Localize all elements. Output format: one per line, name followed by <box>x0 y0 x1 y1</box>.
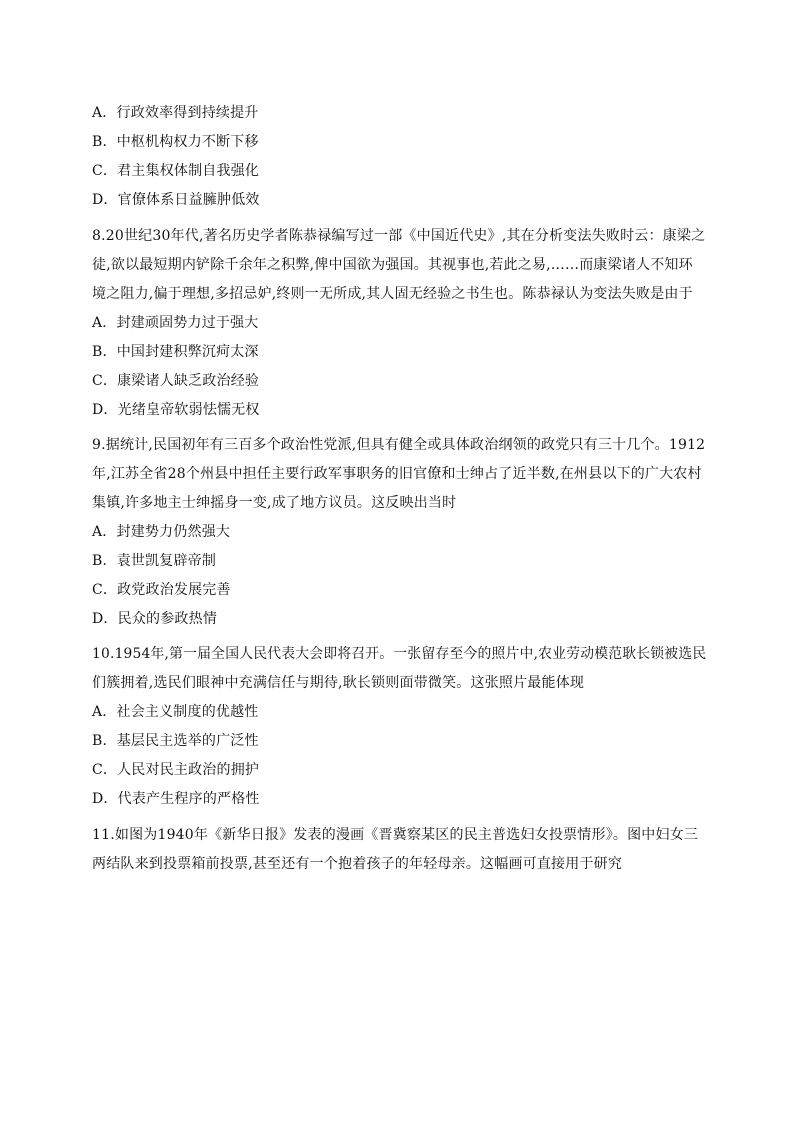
q7-option-a: A．行政效率得到持续提升 <box>92 105 259 121</box>
q8-option-b: B．中国封建积弊沉疴太深 <box>92 344 259 360</box>
q8-stem-line-1: 8.20世纪30年代,著名历史学者陈恭禄编写过一部《中国近代史》,其在分析变法失败时云：康梁之 <box>92 228 706 244</box>
q11-stem-line-1: 11.如图为1940年《新华日报》发表的漫画《晋冀察某区的民主普选妇女投票情形》。图中妇女三 <box>92 827 699 843</box>
q11-stem-line-2: 两结队来到投票箱前投票,甚至还有一个抱着孩子的年轻母亲。这幅画可直接用于研究 <box>92 856 623 872</box>
q9-stem-line-3: 集镇,许多地主士绅摇身一变,成了地方议员。这反映出当时 <box>92 495 457 511</box>
q9-stem-line-2: 年,江苏全省28个州县中担任主要行政军事职务的旧官僚和士绅占了近半数,在州县以下的广大农村 <box>92 466 702 482</box>
q9-option-b: B．袁世凯复辟帝制 <box>92 553 217 569</box>
q7-option-d: D．官僚体系日益臃肿低效 <box>92 192 260 208</box>
q8-stem-line-3: 境之阻力,偏于理想,多招忌妒,终则一无所成,其人固无经验之书生也。陈恭禄认为变法失败是由于 <box>92 286 693 302</box>
q8-option-d: D．光绪皇帝软弱怯懦无权 <box>92 402 260 418</box>
q9-stem-line-1: 9.据统计,民国初年有三百多个政治性党派,但具有健全或具体政治纲领的政党只有三十几个。1912 <box>92 437 706 453</box>
q8-option-a: A．封建顽固势力过于强大 <box>92 315 259 331</box>
q10-option-d: D．代表产生程序的严格性 <box>92 791 260 807</box>
q8-option-c: C．康梁诸人缺乏政治经验 <box>92 373 260 389</box>
q10-option-c: C．人民对民主政治的拥护 <box>92 762 260 778</box>
q10-option-b: B．基层民主选举的广泛性 <box>92 733 259 749</box>
q7-option-b: B．中枢机构权力不断下移 <box>92 134 259 150</box>
q10-stem-line-1: 10.1954年,第一届全国人民代表大会即将召开。一张留存至今的照片中,农业劳动模范耿长锁被选民 <box>92 646 707 662</box>
q10-option-a: A．社会主义制度的优越性 <box>92 704 259 720</box>
q8-stem-line-2: 徒,欲以最短期内铲除千余年之积弊,俾中国欲为强国。其视事也,若此之易,……而康梁诸人不知环 <box>92 257 693 273</box>
q7-option-c: C．君主集权体制自我强化 <box>92 163 260 179</box>
q9-option-c: C．政党政治发展完善 <box>92 582 231 598</box>
q9-option-d: D．民众的参政热情 <box>92 611 218 627</box>
q10-stem-line-2: 们簇拥着,选民们眼神中充满信任与期待,耿长锁则面带微笑。这张照片最能体现 <box>92 675 585 691</box>
q9-option-a: A．封建势力仍然强大 <box>92 524 231 540</box>
